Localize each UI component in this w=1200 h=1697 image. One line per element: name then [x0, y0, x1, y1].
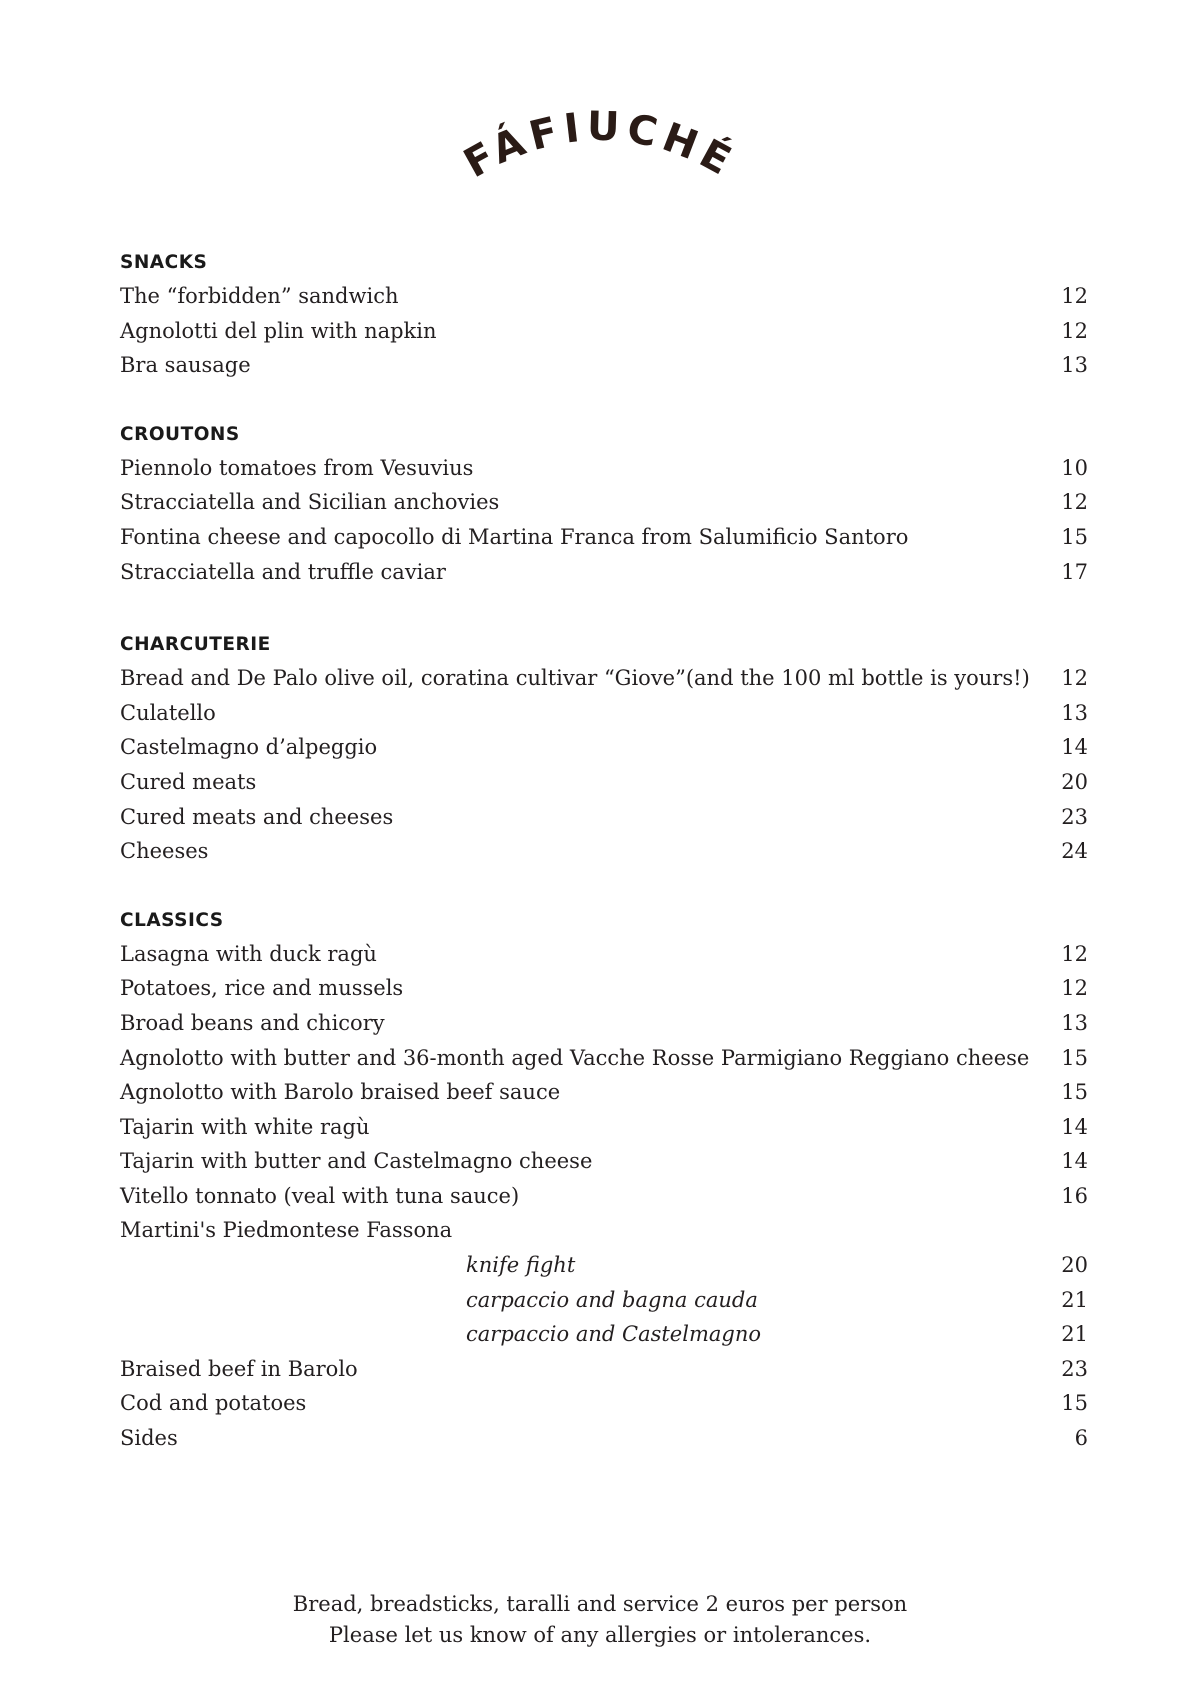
logo-text-path: FÁFIUCHÉ [456, 103, 744, 188]
item-price: 23 [1061, 1356, 1088, 1381]
item-name: Lasagna with duck ragù [120, 941, 377, 966]
section-snacks [120, 250, 1088, 388]
item-price: 12 [1061, 490, 1088, 515]
item-name: carpaccio and bagna cauda [466, 1287, 758, 1312]
item-price: 12 [1061, 318, 1088, 343]
footer-service-note: Bread, breadsticks, taralli and service 2 euros per person [292, 1592, 908, 1616]
menu-item [120, 942, 1088, 977]
item-price: 17 [1061, 559, 1088, 584]
menu-item [120, 284, 1088, 319]
section-title: CLASSICS [120, 909, 224, 931]
logo-arc-wordmark [420, 95, 780, 215]
item-price: 16 [1061, 1183, 1088, 1208]
item-price: 15 [1061, 1391, 1088, 1416]
item-price: 12 [1061, 976, 1088, 1001]
item-price: 24 [1061, 839, 1088, 864]
item-name: Agnolotto with Barolo braised beef sauce [120, 1080, 561, 1105]
item-name: Sides [120, 1426, 178, 1451]
item-name: Culatello [120, 700, 216, 725]
item-name: Braised beef in Barolo [120, 1356, 358, 1381]
menu-item [120, 1357, 1088, 1392]
item-price: 12 [1061, 666, 1088, 691]
item-name: Castelmagno d’alpeggio [120, 735, 378, 760]
menu-item [120, 319, 1088, 354]
menu-item [120, 1391, 1088, 1426]
menu-item [120, 525, 1088, 560]
item-price: 6 [1074, 1426, 1088, 1451]
section-title: CHARCUTERIE [120, 634, 271, 656]
section-title: CROUTONS [120, 423, 240, 445]
menu-item [120, 770, 1088, 805]
item-name: carpaccio and Castelmagno [466, 1322, 761, 1347]
item-price: 13 [1061, 700, 1088, 725]
menu-item-group-heading [120, 1218, 1088, 1253]
menu-item [120, 490, 1088, 525]
menu-sub-item [120, 1322, 1088, 1357]
item-name: Broad beans and chicory [120, 1010, 385, 1035]
item-name: The “forbidden” sandwich [120, 284, 399, 308]
section-classics [120, 908, 1088, 1461]
menu-sub-item [120, 1288, 1088, 1323]
item-name: Vitello tonnato (veal with tuna sauce) [120, 1183, 520, 1208]
menu-item [120, 805, 1088, 840]
menu-list [120, 250, 1088, 1461]
item-name: Cured meats and cheeses [120, 804, 394, 829]
menu-item [120, 1011, 1088, 1046]
section-croutons [120, 422, 1088, 594]
item-name: Fontina cheese and capocollo di Martina Franca from Salumificio Santoro [120, 524, 909, 549]
menu-item [120, 976, 1088, 1011]
item-name: Agnolotti del plin with napkin [120, 318, 437, 343]
menu-item [120, 1080, 1088, 1115]
item-price: 15 [1061, 1080, 1088, 1105]
item-name: Tajarin with white ragù [120, 1114, 370, 1139]
item-price: 15 [1061, 1045, 1088, 1070]
item-price: 14 [1061, 1114, 1088, 1139]
menu-footer [0, 1589, 1200, 1651]
item-price: 23 [1061, 804, 1088, 829]
menu-item [120, 1046, 1088, 1081]
item-name: Martini's Piedmontese Fassona [120, 1218, 453, 1243]
item-name: Bread and De Palo olive oil, coratina cultivar “Giove”(and the 100 ml bottle is yours!) [120, 666, 1030, 691]
item-price: 10 [1061, 455, 1088, 480]
item-name: Potatoes, rice and mussels [120, 976, 404, 1001]
item-price: 13 [1061, 353, 1088, 378]
item-price: 21 [1061, 1287, 1088, 1312]
menu-item [120, 839, 1088, 874]
item-name: Cheeses [120, 839, 209, 864]
section-charcuterie [120, 632, 1088, 874]
menu-sub-item [120, 1253, 1088, 1288]
menu-item [120, 666, 1088, 701]
menu-item [120, 1115, 1088, 1150]
menu-item [120, 456, 1088, 491]
item-name: Tajarin with butter and Castelmagno cheese [120, 1149, 593, 1174]
item-name: Stracciatella and truffle caviar [120, 559, 446, 584]
item-name: Agnolotto with butter and 36-month aged Vacche Rosse Parmigiano Reggiano cheese [120, 1045, 1030, 1070]
item-name: Piennolo tomatoes from Vesuvius [120, 455, 474, 480]
item-name: Cured meats [120, 769, 257, 794]
menu-item [120, 735, 1088, 770]
logo-text [457, 104, 745, 188]
section-title: SNACKS [120, 252, 208, 273]
menu-item [120, 353, 1088, 388]
restaurant-logo [0, 95, 1200, 215]
item-price: 21 [1061, 1322, 1088, 1347]
item-name: Bra sausage [120, 353, 251, 378]
menu-item [120, 1426, 1088, 1461]
item-price: 14 [1061, 735, 1088, 760]
item-price: 12 [1061, 941, 1088, 966]
menu-item [120, 560, 1088, 595]
item-price: 15 [1061, 524, 1088, 549]
item-name: Stracciatella and Sicilian anchovies [120, 490, 500, 515]
menu-item [120, 1184, 1088, 1219]
item-price: 20 [1061, 1253, 1088, 1278]
menu-item [120, 701, 1088, 736]
footer-allergy-note: Please let us know of any allergies or intolerances. [328, 1623, 872, 1647]
item-price: 20 [1061, 769, 1088, 794]
menu-item [120, 1149, 1088, 1184]
item-name: knife fight [466, 1253, 576, 1278]
item-price: 12 [1061, 284, 1088, 308]
item-price: 14 [1061, 1149, 1088, 1174]
item-price: 13 [1061, 1010, 1088, 1035]
item-name: Cod and potatoes [120, 1391, 307, 1416]
